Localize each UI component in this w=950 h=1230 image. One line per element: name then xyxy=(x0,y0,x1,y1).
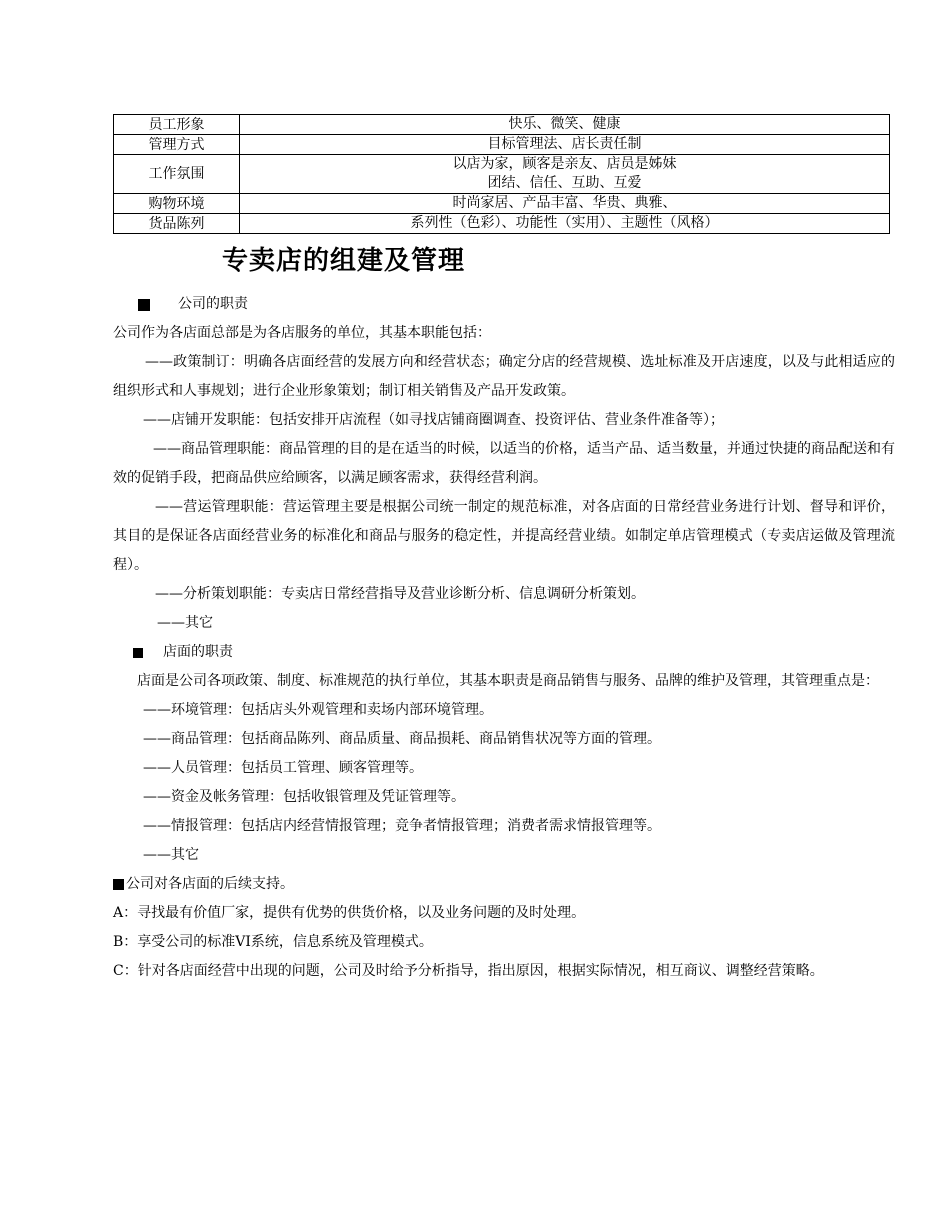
store-item: ——商品管理：包括商品陈列、商品质量、商品损耗、商品销售状况等方面的管理。 xyxy=(143,731,661,747)
store-item: ——资金及帐务管理：包括收银管理及凭证管理等。 xyxy=(143,789,465,805)
support-item: C：针对各店面经营中出现的问题，公司及时给予分析指导，指出原因，根据实际情况，相互商议、调整经营策略。 xyxy=(113,963,824,979)
section-heading-store: 店面的职责 xyxy=(113,638,895,667)
store-item: ——其它 xyxy=(143,847,199,863)
row-label: 管理方式 xyxy=(114,135,240,155)
store-intro: 店面是公司各项政策、制度、标准规范的执行单位，其基本职责是商品销售与服务、品牌的维护及管理，其管理重点是： xyxy=(137,673,879,689)
table-row xyxy=(114,135,890,155)
row-label: 购物环境 xyxy=(114,194,240,214)
row-label: 工作氛围 xyxy=(114,155,240,194)
company-duty: ——政策制订：明确各店面经营的发展方向和经营状态；确定分店的经营规模、选址标准及开店速度，以及与此相适应的组织形式和人事规划；进行企业形象策划；制订相关销售及产品开发政策。 xyxy=(113,354,895,399)
company-duty: ——店铺开发职能：包括安排开店流程（如寻找店铺商圈调查、投资评估、营业条件准备等）； xyxy=(143,412,724,428)
store-item: ——情报管理：包括店内经营情报管理；竞争者情报管理；消费者需求情报管理等。 xyxy=(143,818,661,834)
store-item: ——人员管理：包括员工管理、顾客管理等。 xyxy=(143,760,423,776)
table-row xyxy=(114,115,890,135)
table-row xyxy=(114,214,890,234)
row-value: 时尚家居、产品丰富、华贵、典雅、 xyxy=(240,194,890,214)
row-value: 以店为家，顾客是亲友、店员是姊妹 团结、信任、互助、互爱 xyxy=(240,155,890,194)
row-label: 员工形象 xyxy=(114,115,240,135)
support-item: B：享受公司的标准VI系统，信息系统及管理模式。 xyxy=(113,934,433,950)
row-value: 目标管理法、店长责任制 xyxy=(240,135,890,155)
store-item: ——环境管理：包括店头外观管理和卖场内部环境管理。 xyxy=(143,702,493,718)
company-duty: ——其它 xyxy=(157,615,213,631)
row-value: 快乐、微笑、健康 xyxy=(240,115,890,135)
company-duty: ——营运管理职能：营运管理主要是根据公司统一制定的规范标准，对各店面的日常经营业务进行计划、督导和评价，其目的是保证各店面经营业务的标准化和商品与服务的稳定性，并提高经营业绩。如制定单店管理模式（专卖店运做及管理流程）。 xyxy=(113,499,895,573)
table-row xyxy=(114,155,890,194)
company-duty: ——商品管理职能：商品管理的目的是在适当的时候，以适当的价格，适当产品、适当数量，并通过快捷的商品配送和有效的促销手段，把商品供应给顾客，以满足顾客需求，获得经营利润。 xyxy=(113,441,895,486)
square-bullet-icon xyxy=(133,648,143,658)
company-duty: ——分析策划职能：专卖店日常经营指导及营业诊断分析、信息调研分析策划。 xyxy=(155,586,645,602)
support-item: A：寻找最有价值厂家，提供有优势的供货价格，以及业务问题的及时处理。 xyxy=(113,905,586,921)
square-bullet-icon xyxy=(113,879,124,890)
table-row xyxy=(114,194,890,214)
store-standards-table xyxy=(113,114,890,234)
row-label: 货品陈列 xyxy=(114,214,240,234)
company-intro: 公司作为各店面总部是为各店服务的单位，其基本职能包括： xyxy=(113,325,491,341)
section-heading-support: 公司对各店面的后续支持。 xyxy=(113,870,895,899)
document-body xyxy=(113,290,895,986)
row-value: 系列性（色彩）、功能性（实用）、主题性（风格） xyxy=(240,214,890,234)
section-heading-company: 公司的职责 xyxy=(113,290,895,319)
square-bullet-icon xyxy=(138,299,150,311)
page-title: 专卖店的组建及管理 xyxy=(222,246,466,276)
